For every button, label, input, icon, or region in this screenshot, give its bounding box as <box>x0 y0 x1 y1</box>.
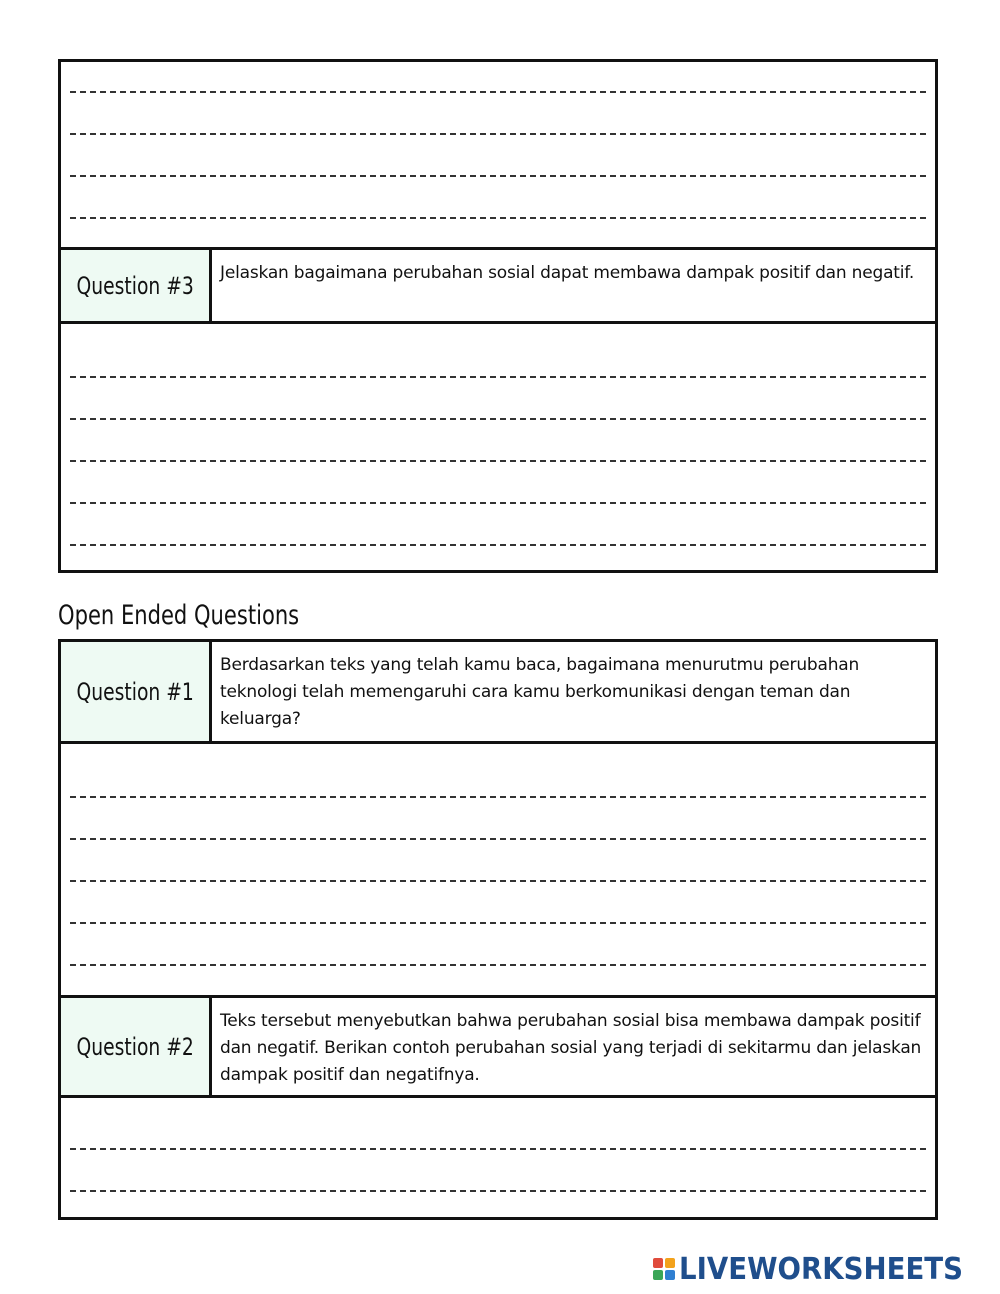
logo-square <box>665 1270 675 1280</box>
section-title: Open Ended Questions <box>58 600 300 631</box>
answer-line <box>70 91 926 93</box>
answer-area-previous[interactable] <box>61 62 935 250</box>
answer-line <box>70 922 926 924</box>
liveworksheets-logo <box>653 1252 988 1286</box>
question-text: Jelaskan bagaimana perubahan sosial dapat membawa dampak positif dan negatif. <box>220 263 915 283</box>
answer-line <box>70 1190 926 1192</box>
answer-area-question-1[interactable] <box>61 744 935 998</box>
answer-line <box>70 838 926 840</box>
answer-line <box>70 376 926 378</box>
logo-square <box>665 1258 675 1268</box>
question-text: Berdasarkan teks yang telah kamu baca, bagaimana menurutmu perubahan teknologi telah memengaruhi cara kamu berkomunikasi dengan teman dan keluarga? <box>220 655 860 729</box>
answer-line <box>70 796 926 798</box>
logo-text: LIVEWORKSHEETS <box>679 1251 964 1287</box>
question-label: Question #2 <box>76 1032 194 1061</box>
worksheet-box-bottom <box>58 639 938 1220</box>
answer-line <box>70 502 926 504</box>
question-label-cell <box>61 998 212 1095</box>
logo-mark-icon <box>653 1258 675 1280</box>
question-label: Question #3 <box>76 271 194 300</box>
answer-line <box>70 175 926 177</box>
worksheet-box-top <box>58 59 938 573</box>
answer-line <box>70 418 926 420</box>
answer-line <box>70 133 926 135</box>
question-label-cell <box>61 250 212 321</box>
answer-line <box>70 880 926 882</box>
answer-line <box>70 544 926 546</box>
answer-line <box>70 1148 926 1150</box>
question-row-2 <box>61 998 935 1098</box>
question-row-3 <box>61 250 935 324</box>
question-row-1 <box>61 642 935 744</box>
question-label: Question #1 <box>76 677 194 706</box>
logo-square <box>653 1258 663 1268</box>
answer-area-question-2[interactable] <box>61 1098 935 1220</box>
question-label-cell <box>61 642 212 741</box>
answer-area-question-3[interactable] <box>61 324 935 573</box>
answer-line <box>70 460 926 462</box>
answer-line <box>70 964 926 966</box>
question-text: Teks tersebut menyebutkan bahwa perubahan sosial bisa membawa dampak positif dan negatif. Berikan contoh perubahan sosial yang terjadi di sekitarmu dan jelaskan dampak positif dan negatifnya. <box>220 1011 922 1085</box>
logo-square <box>653 1270 663 1280</box>
answer-line <box>70 217 926 219</box>
